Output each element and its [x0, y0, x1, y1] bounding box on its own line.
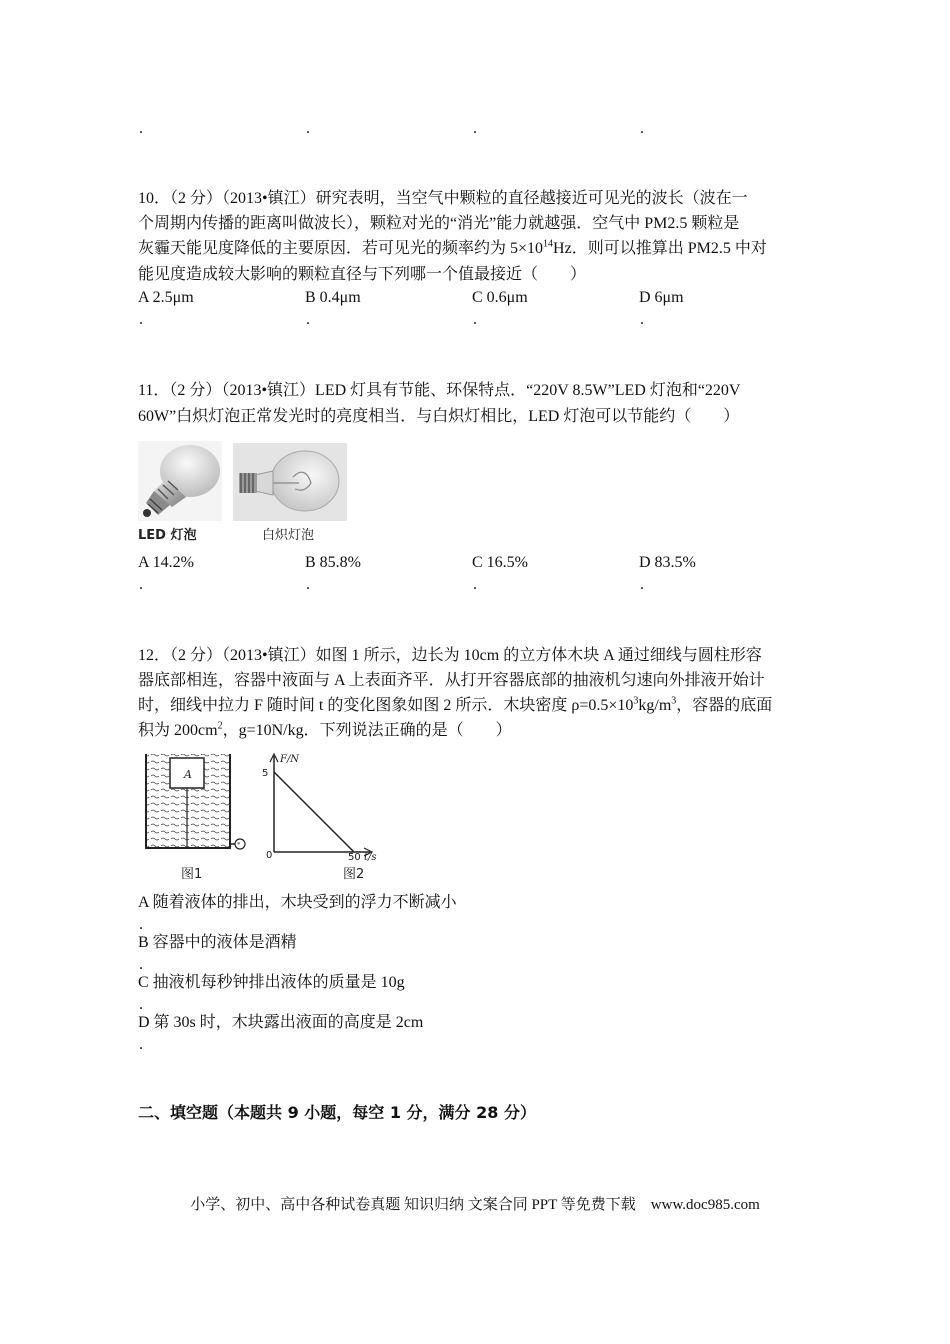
option-dot: . — [139, 311, 143, 328]
q12-text-3-sup: 3 — [633, 695, 639, 707]
force-series-line — [274, 772, 354, 852]
q12-text-3: 时，细线中拉力 F 随时间 t 的变化图象如图 2 所示．木块密度 ρ=0.5×10 — [138, 697, 634, 714]
q10-option-a[interactable]: A 2.5μm — [138, 289, 194, 306]
incandescent-bulb-image — [233, 443, 347, 521]
option-dot: . — [139, 576, 143, 593]
figure-2-caption: 图2 — [343, 867, 365, 882]
option-dot: . — [473, 120, 477, 137]
q12-number: 12． — [138, 647, 171, 664]
q10-text-4: 能见度造成较大影响的颗粒直径与下列哪一个值最接近（ ） — [138, 266, 587, 283]
q12-text-1: 如图 1 所示，边长为 10cm 的立方体木块 A 通过细线与圆柱形容 — [315, 647, 762, 664]
q10-text-3: 灰霾天能见度降低的主要原因．若可见光的频率约为 5×10 — [138, 240, 544, 257]
footer-text: 小学、初中、高中各种试卷真题 知识归纳 文案合同 PPT 等免费下载 www.doc985.com — [190, 1197, 760, 1213]
option-dot: . — [139, 956, 143, 973]
q12-text-3-mid: kg/m — [638, 697, 672, 714]
option-dot: . — [139, 1036, 143, 1053]
q10-text-1: 研究表明，当空气中颗粒的直径越接近可见光的波长（波在一 — [315, 190, 748, 207]
q11-line-1 — [138, 378, 740, 403]
figure-2-graph — [258, 752, 388, 864]
option-dot: . — [139, 120, 143, 137]
q12-source: （2013•镇江） — [222, 647, 316, 664]
option-dot: . — [306, 576, 310, 593]
q11-option-b[interactable]: B 85.8% — [305, 554, 361, 571]
option-dot: . — [306, 311, 310, 328]
q12-text-4-sup: 2 — [217, 720, 223, 732]
q12-option-c[interactable]: C 抽液机每秒钟排出液体的质量是 10g — [138, 974, 405, 991]
option-dot: . — [640, 120, 644, 137]
x-axis-label: t/s — [364, 852, 377, 863]
q12-text-4a: 积为 200cm — [138, 722, 218, 739]
q10-score: （2 分） — [170, 190, 223, 207]
q10-option-d[interactable]: D 6μm — [639, 289, 684, 306]
y-axis-label: F/N — [280, 754, 300, 765]
q10-source: （2013•镇江） — [222, 190, 316, 207]
q12-option-b[interactable]: B 容器中的液体是酒精 — [138, 934, 297, 951]
q12-text-3-sup2: 3 — [671, 695, 677, 707]
q12-line-1 — [138, 643, 762, 668]
option-dot: . — [473, 576, 477, 593]
q11-number: 11． — [138, 382, 170, 399]
q11-option-c[interactable]: C 16.5% — [472, 554, 528, 571]
q11-source: （2013•镇江） — [221, 382, 316, 399]
option-dot: . — [306, 120, 310, 137]
svg-text:*: * — [237, 841, 241, 849]
section-2-title: 二、填空题（本题共 9 小题，每空 1 分，满分 28 分） — [138, 1103, 536, 1122]
q12-option-d[interactable]: D 第 30s 时，木块露出液面的高度是 2cm — [138, 1014, 424, 1031]
q11-option-d[interactable]: D 83.5% — [639, 554, 696, 571]
incandescent-bulb-caption: 白炽灯泡 — [262, 528, 315, 543]
q12-option-a[interactable]: A 随着液体的排出，木块受到的浮力不断减小 — [138, 894, 457, 911]
q12-line-4 — [138, 718, 512, 743]
q10-text-3-tail: Hz．则可以推算出 PM2.5 中对 — [553, 240, 767, 257]
option-dot: . — [640, 576, 644, 593]
q12-line-3 — [138, 693, 772, 718]
figure-1-container-diagram — [140, 752, 246, 862]
q12-text-2: 器底部相连，容器中液面与 A 上表面齐平．从打开容器底部的抽液机匀速向外排液开始计 — [138, 672, 765, 689]
led-bulb-image — [138, 441, 222, 521]
q11-score: （2 分） — [169, 382, 222, 399]
q12-score: （2 分） — [170, 647, 223, 664]
option-dot: . — [640, 311, 644, 328]
origin-label: 0 — [266, 850, 273, 861]
option-dot: . — [473, 311, 477, 328]
q10-number: 10． — [138, 190, 171, 207]
figure-1-caption: 图1 — [181, 867, 203, 882]
led-bulb-caption: LED 灯泡 — [138, 528, 197, 543]
q10-text-3-sup: 14 — [543, 238, 554, 250]
q10-option-b[interactable]: B 0.4μm — [305, 289, 361, 306]
q10-text-2: 个周期内传播的距离叫做波长），颗粒对光的“消光”能力就越强．空气中 PM2.5 颗粒是 — [138, 215, 740, 232]
q11-option-a[interactable]: A 14.2% — [138, 554, 194, 571]
q11-text-2: 60W”白炽灯泡正常发光时的亮度相当．与白炽灯相比，LED 灯泡可以节能约（ ） — [138, 408, 740, 425]
q10-line-1 — [138, 186, 748, 211]
q12-text-4b: ，g=10N/kg．下列说法正确的是（ ） — [222, 722, 512, 739]
option-dot: . — [139, 916, 143, 933]
q10-line-3 — [138, 236, 767, 261]
q11-text-1: LED 灯具有节能、环保特点．“220V 8.5W”LED 灯泡和“220V — [315, 382, 741, 399]
y-tick-label: 5 — [262, 768, 269, 779]
x-tick-label: 50 — [348, 852, 361, 863]
q12-text-3-tail: ，容器的底面 — [676, 697, 773, 714]
q10-option-c[interactable]: C 0.6μm — [472, 289, 528, 306]
block-a-label: A — [184, 768, 192, 781]
option-dot: . — [139, 996, 143, 1013]
